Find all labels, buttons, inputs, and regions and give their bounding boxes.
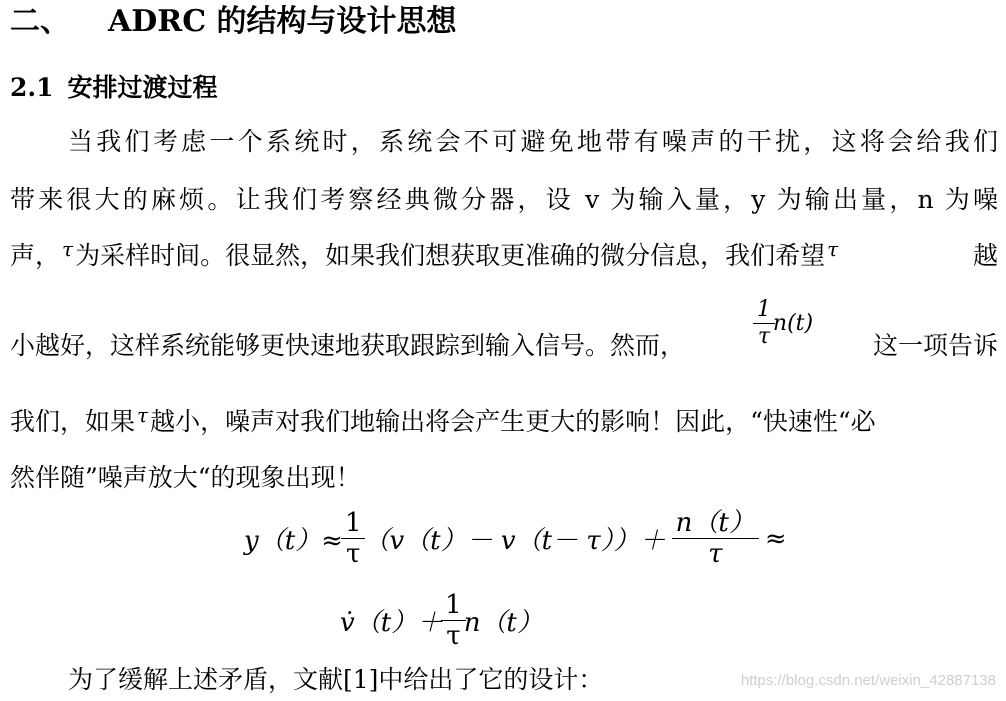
watermark: https://blog.csdn.net/weixin_42887138 [740,672,996,689]
paragraph-line-2: 带来很大的麻烦。让我们考察经典微分器，设 v 为输入量，y 为输出量，n 为噪 [10,185,998,214]
closing-paragraph: 为了缓解上述矛盾，文献[1]中给出了它的设计： [68,665,604,694]
subsection-title: 安排过渡过程 [67,73,218,102]
equation-line-2: v̇（t）＋ $\frac{1}{\tau}$ n（t） [340,590,543,651]
section-title: ADRC 的结构与设计思想 [108,4,457,39]
tau-symbol: τ [137,403,149,427]
equation-line-1: y（t）≈ $\frac{1}{\tau}$ （v（t）－ v（t－ τ））＋ $\frac{n(t)}{\tau}$ ≈ [244,508,787,569]
section-heading [10,0,457,44]
equation-fraction-3: $\frac{1}{\tau}$ [443,592,464,649]
paragraph-line-1: 当我们考虑一个系统时，系统会不可避免地带有噪声的干扰，这将会给我们 [68,127,998,156]
paragraph-line-6: 然伴随”噪声放大“的现象出现！ [10,463,361,492]
tau-symbol: τ [62,237,74,261]
inline-fraction: $\frac{1}{\tau}$ [755,299,773,348]
tau-symbol: τ [827,237,839,261]
equation-fraction-1: $\frac{1}{\tau}$ [343,510,364,567]
paragraph-line-3 [10,236,998,277]
subsection-heading [10,68,218,108]
line3-end: 越 [972,241,998,270]
line4-end: 这一项告诉 [872,331,998,360]
equation-fraction-2: $\frac{n(t)}{\tau}$ [674,510,757,567]
subsection-number: 2.1 [10,73,54,102]
section-number: 二、 [10,4,70,39]
inline-formula: $\frac{1}{\tau}$ n(t) [755,299,813,348]
paragraph-line-5: 我们，如果 $^\tau$越小，噪声对我们地输出将会产生更大的影响！因此，“快速性“必 [10,403,876,436]
paragraph-line-4 [10,296,998,366]
line4-start: 小越好，这样系统能够更快速地获取跟踪到输入信号。然而， [10,331,686,360]
line3-start: 声， $^\tau$为采样时间。很显然，如果我们想获取更准确的微分信息，我们希望 $^\tau$ [10,237,839,270]
